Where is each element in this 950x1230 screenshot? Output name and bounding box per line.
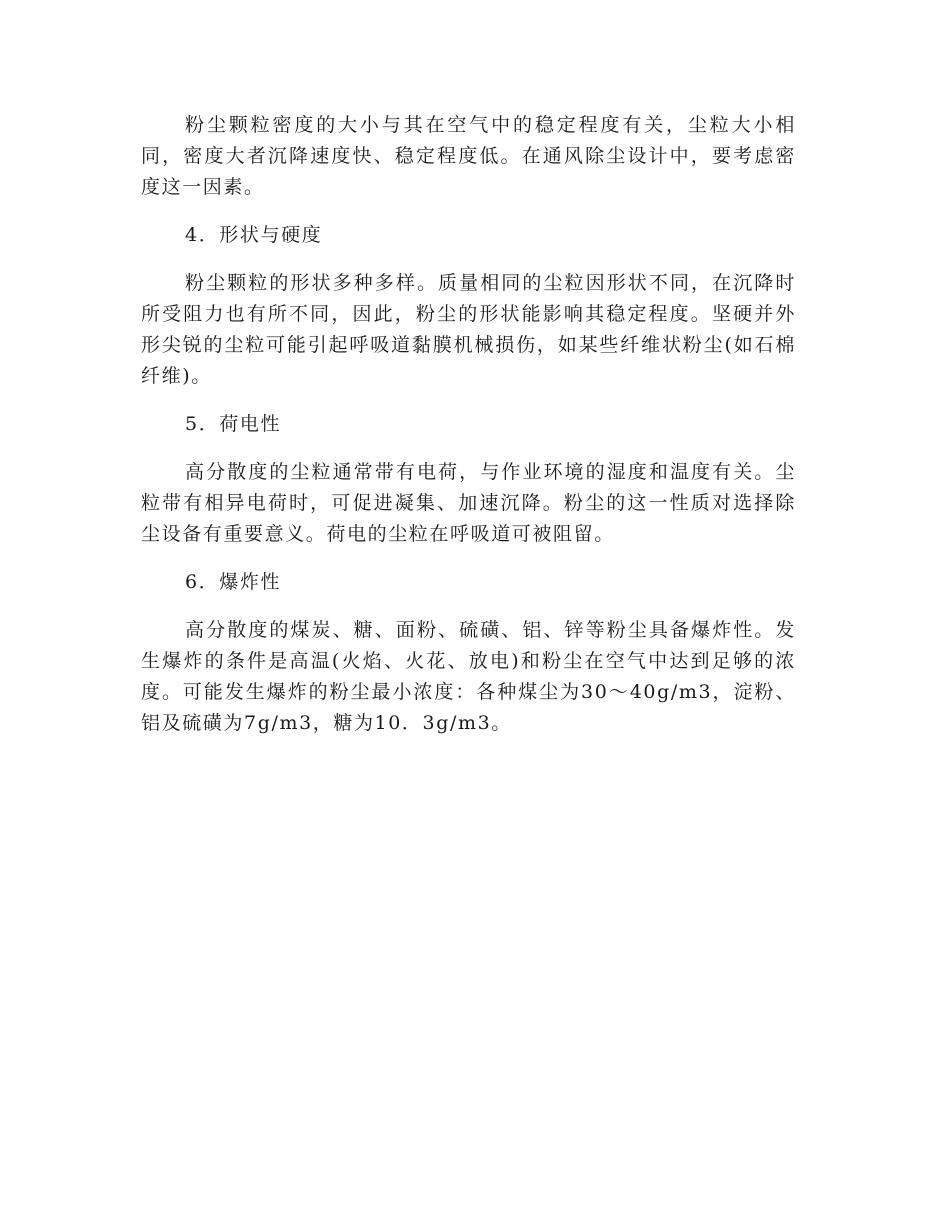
- heading-shape-hardness: 4．形状与硬度: [185, 224, 323, 246]
- document-body: [141, 110, 796, 756]
- paragraph-explosiveness: 高分散度的煤炭、糖、面粉、硫磺、铝、锌等粉尘具备爆炸性。发生爆炸的条件是高温(火焰、火花、放电)和粉尘在空气中达到足够的浓度。可能发生爆炸的粉尘最小浓度：各种煤尘为30～40g/m3，淀粉、铝及硫磺为7g/m3，糖为10．3g/m3。: [141, 619, 796, 734]
- paragraph-charge: 高分散度的尘粒通常带有电荷，与作业环境的湿度和温度有关。尘粒带有相异电荷时，可促进凝集、加速沉降。粉尘的这一性质对选择除尘设备有重要意义。荷电的尘粒在呼吸道可被阻留。: [141, 461, 796, 545]
- heading-explosiveness: 6．爆炸性: [185, 571, 282, 593]
- heading-charge: 5．荷电性: [185, 413, 282, 435]
- paragraph-shape-hardness: 粉尘颗粒的形状多种多样。质量相同的尘粒因形状不同，在沉降时所受阻力也有所不同，因此，粉尘的形状能影响其稳定程度。坚硬并外形尖锐的尘粒可能引起呼吸道黏膜机械损伤，如某些纤维状粉尘(如石棉纤维)。: [141, 272, 796, 387]
- paragraph-density: 粉尘颗粒密度的大小与其在空气中的稳定程度有关，尘粒大小相同，密度大者沉降速度快、稳定程度低。在通风除尘设计中，要考虑密度这一因素。: [141, 114, 796, 198]
